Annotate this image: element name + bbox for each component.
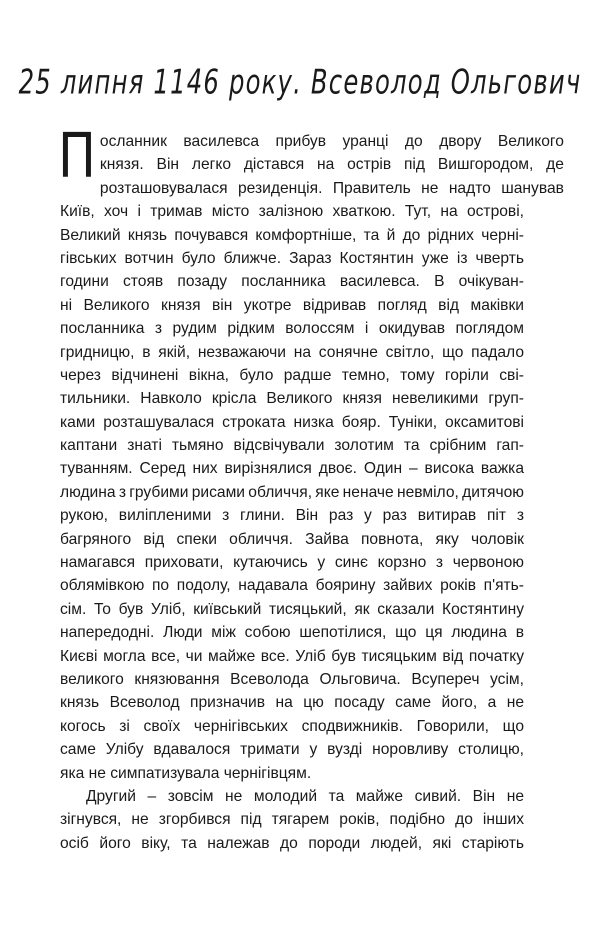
text-line: гридницю, в якій, незважаючи на сонячне світло, що падало — [60, 343, 524, 361]
text-line: каптани знаті тьмяно відсвічували золотим та срібним гап- — [60, 437, 524, 455]
text-line: когось зі своїх чернігівських сподвижників. Говорили, що — [60, 717, 524, 735]
chapter-title: 25 липня 1146 року. Всеволод Ольгович — [18, 63, 582, 102]
text-line: посланника з рудим рідким волоссям і окидував поглядом — [60, 320, 524, 338]
text-line: напередодні. Люди між собою шепотілися, що ця людина в — [60, 624, 524, 642]
text-line: князь Всеволод призначив на цю посаду саме його, а не — [60, 694, 524, 712]
text-line: великого князювання Всеволода Ольговича. Всупереч усім, — [60, 670, 524, 688]
text-line: години стояв позаду посланника василевса. В очікуван- — [60, 273, 524, 291]
text-line: Києві могла все, чи майже все. Уліб був тисяцьким від початку — [60, 647, 524, 665]
text-line: багряного від спеки обличчя. Зайва повнота, яку чоловік — [60, 530, 524, 548]
paragraph-1 — [58, 120, 564, 785]
text-line: гівських вотчин було ближче. Зараз Костянтин уже із чверть — [60, 249, 524, 267]
text-line: осланник василевса прибув уранці до двору Великого — [99, 133, 564, 150]
text-line: розташовувалася резиденція. Правитель не надто шанував — [99, 179, 564, 197]
text-line: через відчинені вікна, було радше темно, тому горіли сві- — [60, 366, 524, 384]
text-line: облямівкою по подолу, надавала боярину зайвих років п'ять- — [60, 577, 524, 595]
paragraph-2 — [60, 785, 524, 855]
text-line: князя. Він легко дістався на острів під Вишгородом, де — [99, 156, 564, 174]
text-line: рукою, виліпленими з глини. Він раз у раз витирав піт з — [60, 507, 524, 525]
text-line: осіб його віку, та належав до породи людей, які старіють — [60, 834, 524, 852]
text-line: зігнувся, не згорбився під тягарем років, подібно до інших — [60, 811, 524, 829]
text-line: Київ, хоч і тримав місто залізною хваткою. Тут, на острові, — [60, 203, 524, 221]
text-line: намагався приховати, кутаючись у синє корзно з червоною — [60, 554, 524, 572]
text-line: ками розташувалася строката низка бояр. Туніки, оксамитові — [60, 413, 524, 431]
text-line: Великий князь почувався комфортніше, та й до рідних черні- — [60, 226, 524, 244]
text-line: ні Великого князя він укотре відривав погляд від маківки — [60, 296, 524, 314]
text-line: тильники. Навколо крісла Великого князя невеликими груп- — [60, 390, 524, 408]
drop-cap: П — [58, 120, 96, 193]
text-line: людина з грубими рисами обличчя, яке неначе невміло, дитячою — [60, 483, 524, 501]
text-line: Другий – зовсім не молодий та майже сивий. Він не — [86, 787, 524, 805]
text-line: саме Улібу вдавалося тримати у вузді норовливу столицю, — [60, 741, 524, 759]
chapter-body — [58, 120, 564, 855]
text-line: яка не симпатизувала чернігівцям. — [60, 764, 312, 782]
text-line: туванням. Серед них вирізнялися двоє. Один – висока важка — [60, 460, 524, 478]
text-line: сім. То був Уліб, київський тисяцький, як сказали Костянтину — [60, 600, 524, 618]
